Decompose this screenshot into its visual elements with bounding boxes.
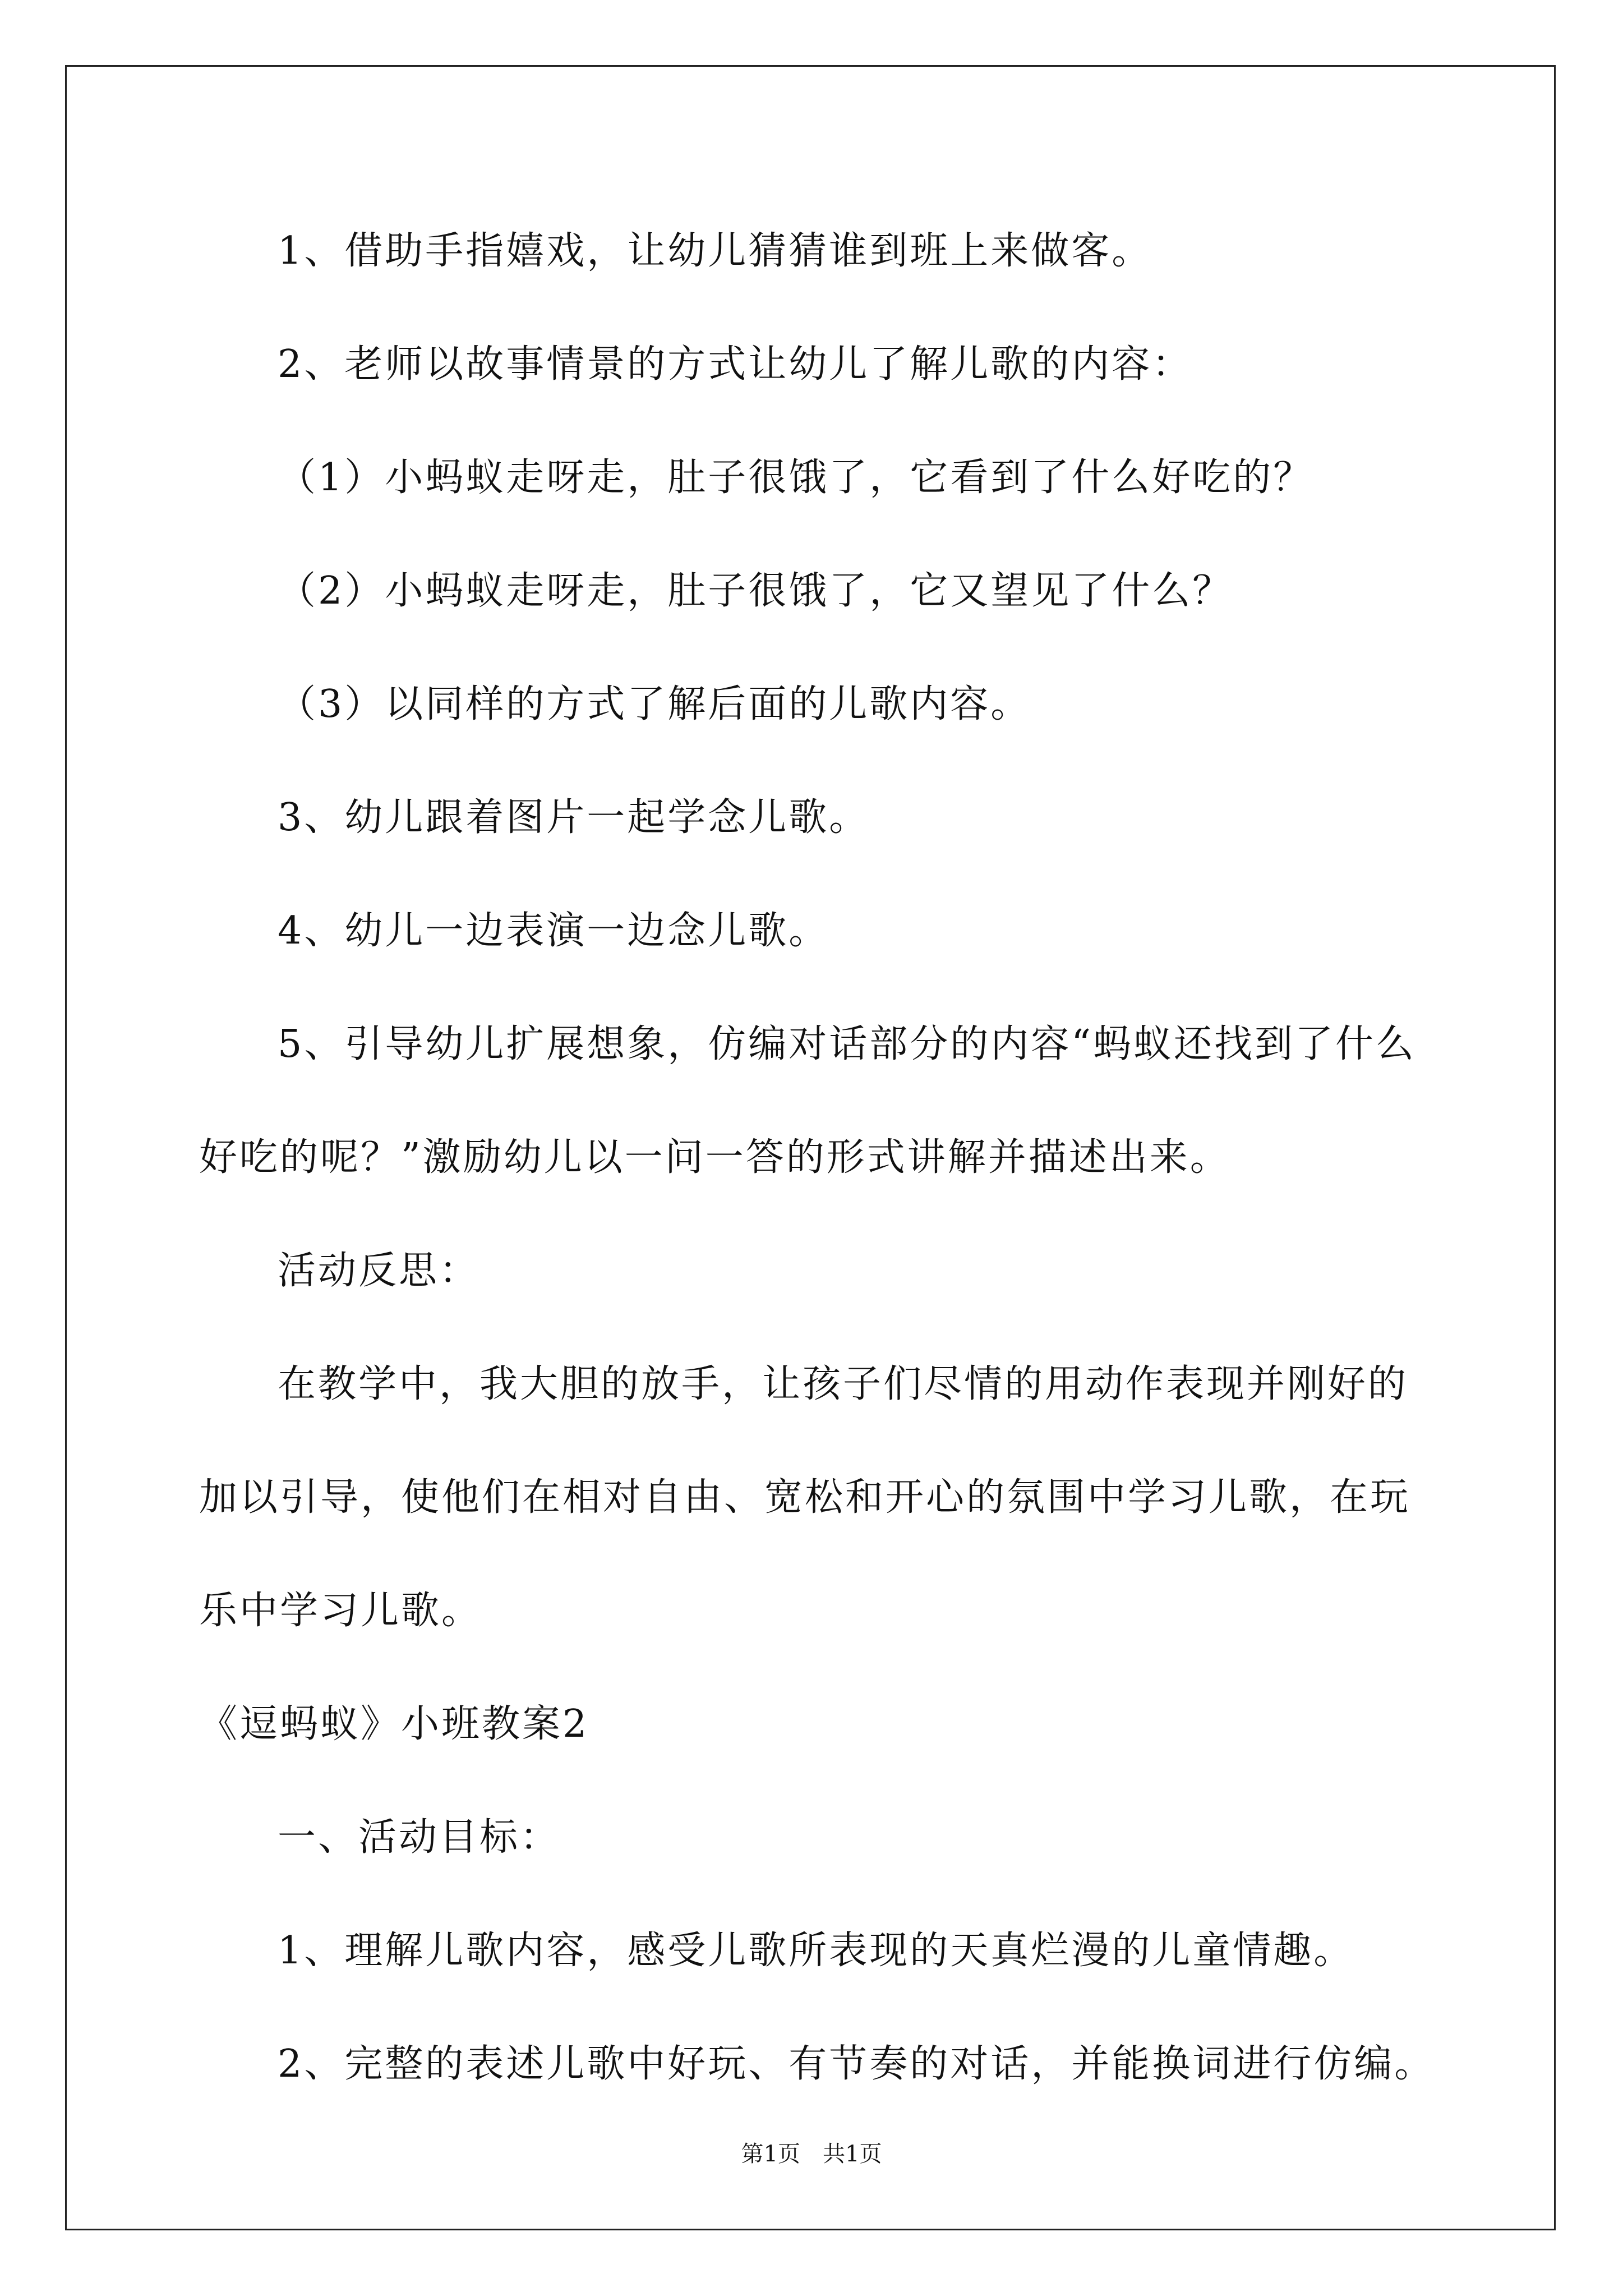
section-heading-reflection: 活动反思： [278, 1249, 480, 1293]
body-line-5: （3）以同样的方式了解后面的儿歌内容。 [278, 682, 1031, 726]
body-line-8: 5、引导幼儿扩展想象，仿编对话部分的内容“蚂蚁还找到了什么 [278, 1022, 1417, 1066]
section-heading-goals: 一、活动目标： [278, 1815, 561, 1860]
body-line-3: （1）小蚂蚁走呀走，肚子很饿了，它看到了什么好吃的？ [278, 455, 1314, 500]
body-line-7: 4、幼儿一边表演一边念儿歌。 [278, 909, 829, 953]
body-line-13: 乐中学习儿歌。 [199, 1589, 482, 1633]
body-line-12: 加以引导，使他们在相对自由、宽松和开心的氛围中学习儿歌，在玩 [199, 1475, 1411, 1520]
body-line-11: 在教学中，我大胆的放手，让孩子们尽情的用动作表现并刚好的 [278, 1362, 1409, 1406]
body-line-16: 1、理解儿歌内容，感受儿歌所表现的天真烂漫的儿童情趣。 [278, 1929, 1354, 1973]
body-line-1: 1、借助手指嬉戏，让幼儿猜猜谁到班上来做客。 [278, 229, 1152, 273]
body-line-6: 3、幼儿跟着图片一起学念儿歌。 [278, 795, 870, 840]
lesson-plan-title: 《逗蚂蚁》小班教案2 [199, 1702, 589, 1746]
body-line-4: （2）小蚂蚁走呀走，肚子很饿了，它又望见了什么？ [278, 569, 1233, 613]
body-line-2: 2、老师以故事情景的方式让幼儿了解儿歌的内容： [278, 342, 1193, 386]
body-line-17: 2、完整的表述儿歌中好玩、有节奏的对话，并能换词进行仿编。 [278, 2042, 1435, 2086]
page-number-footer: 第1页 共1页 [741, 2141, 882, 2167]
body-line-9: 好吃的呢？”激励幼儿以一问一答的形式讲解并描述出来。 [199, 1135, 1230, 1180]
